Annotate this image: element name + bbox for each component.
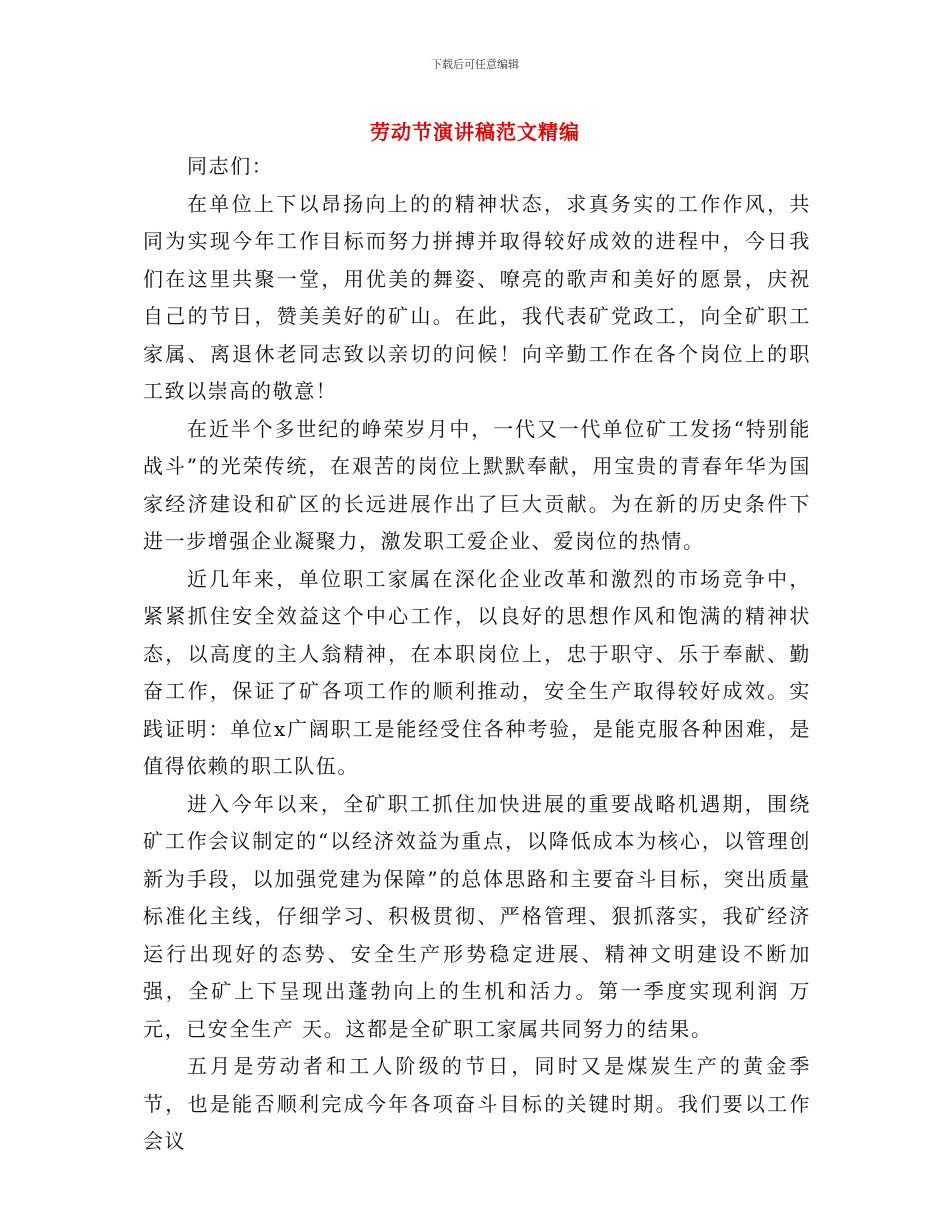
salutation: 同志们：: [187, 154, 274, 178]
paragraph-4: 进入今年以来，全矿职工抓住加快进展的重要战略机遇期，围绕矿工作会议制定的“以经济效益为重点，以降低成本为核心，以管理创新为手段，以加强党建为保障”的总体思路和主要奋斗目标，突出质量标准化主线，仔细学习、积极贯彻、严格管理、狠抓落实，我矿经济运行出现好的态势、安全生产形势稳定进展、精神文明建设不断加强，全矿上下呈现出蓬勃向上的生机和活力。第一季度实现利润 万元，已安全生产 天。这都是全矿职工家属共同努力的结果。: [143, 791, 811, 1041]
document-title: 劳动节演讲稿范文精编: [370, 120, 580, 144]
paragraph-2: 在近半个多世纪的峥荣岁月中，一代又一代单位矿工发扬“特别能战斗”的光荣传统，在艰苦的岗位上默默奉献，用宝贵的青春年华为国家经济建设和矿区的长远进展作出了巨大贡献。为在新的历史条件下进一步增强企业凝聚力，激发职工爱企业、爱岗位的热情。: [143, 416, 811, 553]
document-body: [143, 148, 811, 1161]
paragraph-3: 近几年来，单位职工家属在深化企业改革和激烈的市场竞争中，紧紧抓住安全效益这个中心工作，以良好的思想作风和饱满的精神状态，以高度的主人翁精神，在本职岗位上，忠于职守、乐于奉献、勤奋工作，保证了矿各项工作的顺利推动，安全生产取得较好成效。实践证明：单位x广阔职工是能经受住各种考验，是能克服各种困难，是值得依赖的职工队伍。: [143, 566, 811, 778]
page-header-note: 下载后可任意编辑: [431, 58, 519, 71]
paragraph-5: 五月是劳动者和工人阶级的节日，同时又是煤炭生产的黄金季节，也是能否顺利完成今年各项奋斗目标的关键时期。我们要以工作会议: [143, 1054, 811, 1153]
paragraph-1: 在单位上下以昂扬向上的的精神状态，求真务实的工作作风，共同为实现今年工作目标而努力拼搏并取得较好成效的进程中，今日我们在这里共聚一堂，用优美的舞姿、嘹亮的歌声和美好的愿景，庆祝自己的节日，赞美美好的矿山。在此，我代表矿党政工，向全矿职工家属、离退休老同志致以亲切的问候！向辛勤工作在各个岗位上的职工致以崇高的敬意！: [143, 191, 811, 403]
